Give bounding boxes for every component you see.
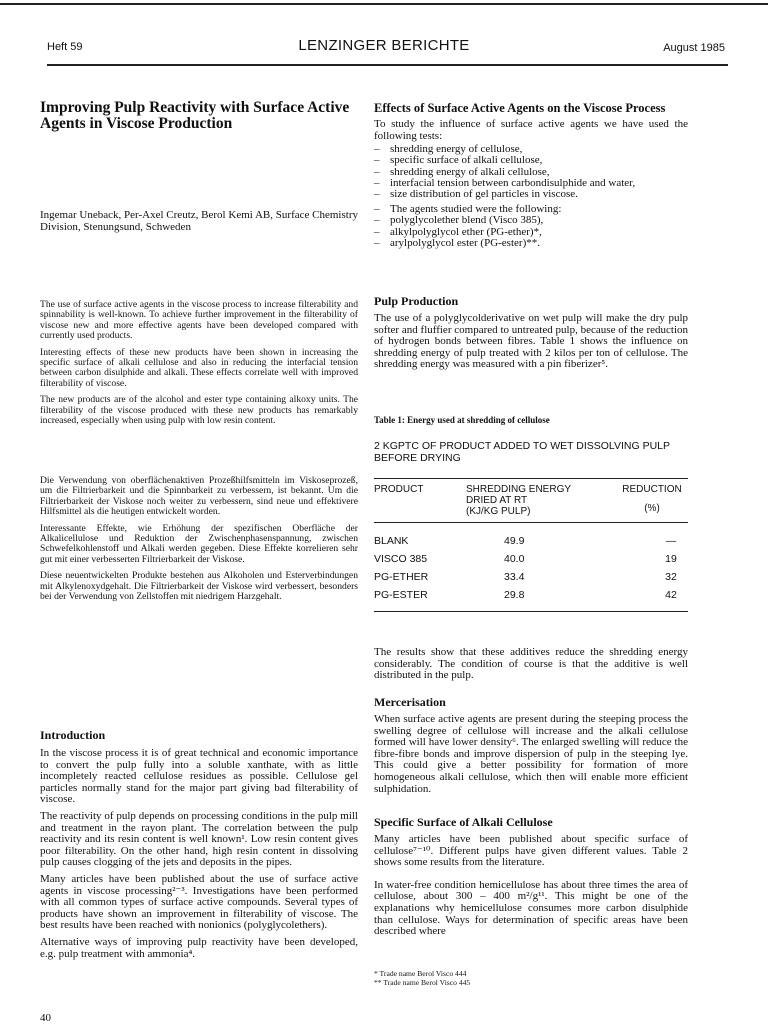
table-rule [374, 522, 688, 523]
list-item: – size distribution of gel particles in viscose. [374, 189, 688, 200]
abstract-en-paragraph: Interesting effects of these new products have been shown in increasing the specific surface of alkali cellulose and also in reducing the interfacial tension between carbon disulphide and alkali. These effects correlate well with improved filterability of viscose. [40, 346, 358, 389]
table-row [374, 553, 688, 571]
introduction-paragraph: Alternative ways of improving pulp reactivity have been developed, e.g. pulp treatment with ammonia⁴. [40, 935, 358, 960]
table-cell: PG-ESTER [374, 589, 428, 601]
table-cell: BLANK [374, 535, 409, 547]
table-cell: 33.4 [504, 571, 525, 583]
abstract-en-paragraph: The new products are of the alcohol and ester type containing alkoxy units. The filterability of the viscose produced with these new products has remarkably increased, especially when using pulp with low resin content. [40, 394, 358, 427]
issue-number: Heft 59 [47, 41, 83, 53]
table-1 [374, 415, 688, 612]
list-item: – shredding energy of alkali cellulose, [374, 167, 688, 178]
column-header: DRIED AT RT [466, 495, 528, 506]
results-section [374, 647, 688, 682]
table-body [374, 535, 688, 607]
introduction-paragraph: The reactivity of pulp depends on processing conditions in the pulp mill and treatment in the rayon plant. The correlation between the pulp reactivity and its resin content is well known¹. Low resin content gives poor filterability. On the other hand, high resin content in dissolving pulp causes clogging of the jets and deposits in the pipes. [40, 809, 358, 869]
specific-surface-paragraph: In water-free condition hemicellulose has about three times the area of cellulose, about 300 – 400 m²/g¹¹. This might be one of the explanations why hemicellulose consumes more carbon disulphide than cellulose. Ways for determination of specific areas have been described where [374, 878, 688, 938]
column-header: REDUCTION [622, 484, 682, 495]
table-rule [374, 611, 688, 612]
table-rule [374, 478, 688, 479]
authors-block [40, 210, 358, 233]
journal-name: LENZINGER BERICHTE [298, 37, 470, 54]
pulp-production-heading: Pulp Production [374, 294, 459, 308]
abstract-english [40, 300, 358, 426]
pulp-production-section [374, 295, 688, 371]
column-header: (KJ/KG PULP) [466, 506, 531, 517]
table-caption: Table 1: Energy used at shredding of cellulose [374, 415, 550, 425]
specific-surface-section [374, 816, 688, 938]
introduction-paragraph: Many articles have been published about the use of surface active agents in viscose processing²⁻³. Investigations have been performed with all common types of surface active compounds. Several types of products have shown an improvement in filterability of viscose. The best results have been reached with nonionics (polyglycolethers). [40, 872, 358, 932]
table-cell: 32 [665, 571, 677, 583]
introduction-section [40, 729, 358, 960]
pulp-production-text: The use of a polyglycolderivative on wet pulp will make the dry pulp softer and fluffier compared to untreated pulp, because of the reduction of hydrogen bonds between fibres. Table 1 shows the influence on shredding energy of pulp treated with 2 kilos per ton of cellulose. The shredding energy was measured with a pin fiberizer⁵. [374, 312, 688, 371]
top-border [0, 3, 768, 5]
abstract-de-paragraph: Diese neuentwickelten Produkte bestehen aus Alkoholen und Esterverbindungen mit Alkylenoxydgehalt. Die Filtrierbarkeit der Viskose wird verbessert, besonders bei der Verwendung von Zellstoffen mit niedrigem Harzgehalt. [40, 570, 358, 603]
mercerisation-heading: Mercerisation [374, 695, 446, 709]
issue-date: August 1985 [663, 42, 725, 54]
list-item: – specific surface of alkali cellulose, [374, 155, 688, 166]
introduction-heading: Introduction [40, 728, 106, 742]
header-rule [47, 64, 728, 66]
abstract-en-paragraph: The use of surface active agents in the viscose process to increase filterability and spinnability is well-known. To achieve further improvement in the filterability of viscose new and more effective agents have been developed compared with currently used products. [40, 299, 358, 342]
table-cell: VISCO 385 [374, 553, 428, 565]
table-row [374, 571, 688, 589]
list-item: – interfacial tension between carbondisulphide and water, [374, 178, 688, 189]
list-item: – polyglycolether blend (Visco 385), [374, 215, 688, 226]
table-cell: 19 [665, 553, 677, 565]
mercerisation-text: When surface active agents are present during the steeping process the swelling degree of cellulose will increase and the alkali cellulose formed will have lower density⁶. The enlarged swelling will reduce the fibre-fibre bonds and improve dispersion of pulp in the steeping lye. This could give a better possibility for formation of more homogeneous alkali cellulose, which then will enable more efficient sulphidation. [374, 713, 688, 795]
table-cell: 40.0 [504, 553, 525, 565]
tests-list [374, 144, 688, 200]
column-header: SHREDDING ENERGY [466, 484, 572, 495]
authors: Ingemar Uneback, Per-Axel Creutz, Berol Kemi AB, Surface Chemistry Division, Stenungsund, Schweden [40, 209, 358, 233]
abstract-de-paragraph: Interessante Effekte, wie Erhöhung der spezifischen Oberfläche der Alkalicellulose und Reduktion der Zwischenphasenspannung, zwischen Schwefelkohlenstoff und Alkali werden gegeben. Diese Effekte korrelieren sehr gut mit einer verbesserten Filtrierbarkeit der Viskose. [40, 522, 358, 565]
abstract-german [40, 476, 358, 602]
table-cell: 29.8 [504, 589, 525, 601]
results-text: The results show that these additives reduce the shredding energy considerably. The condition of course is that the additive is well distributed in the pulp. [374, 646, 688, 682]
table-cell: — [665, 535, 677, 547]
mercerisation-section [374, 696, 688, 795]
table-row [374, 589, 688, 607]
effects-section [374, 101, 688, 249]
effects-heading: Effects of Surface Active Agents on the Viscose Process [374, 101, 666, 115]
agents-list [374, 204, 688, 249]
footnote: ** Trade name Berol Visco 445 [374, 977, 471, 987]
table-cell: 49.9 [504, 535, 525, 547]
column-header: PRODUCT [374, 484, 424, 495]
abstract-de-paragraph: Die Verwendung von oberflächenaktiven Prozeßhilfsmitteln im Viskoseprozeß, um die Filtrierbarkeit und die Spinnbarkeit zu verbessern, ist bekannt. Um die Filtrierbarkeit der Viskose noch weiter zu verbessern, sind neue und effektivere Hilfsmittel als die heutigen entwickelt worden. [40, 475, 358, 518]
footnote: * Trade name Berol Visco 444 [374, 969, 467, 978]
list-item: – shredding energy of cellulose, [374, 144, 688, 155]
table-row [374, 535, 688, 553]
page-number: 40 [40, 1012, 51, 1024]
list-item: – alkylpolyglycol ether (PG-ether)*, [374, 227, 688, 238]
table-header [374, 484, 688, 517]
footnotes [374, 970, 688, 987]
specific-surface-paragraph: Many articles have been published about specific surface of cellulose⁷⁻¹⁰. Different pulps have given different values. Table 2 shows some results from the literature. [374, 833, 688, 869]
list-item: – arylpolyglycol ester (PG-ester)**. [374, 238, 688, 249]
table-cell: 42 [665, 589, 677, 601]
column-header: (%) [644, 503, 660, 514]
left-column [40, 100, 358, 132]
list-item: – The agents studied were the following: [374, 204, 688, 215]
table-note: 2 KGPTC OF PRODUCT ADDED TO WET DISSOLVING PULP BEFORE DRYING [374, 440, 670, 464]
article-title: Improving Pulp Reactivity with Surface Active Agents in Viscose Production [40, 99, 350, 132]
effects-intro: To study the influence of surface active agents we have used the following tests: [374, 118, 688, 142]
table-cell: PG-ETHER [374, 571, 429, 583]
introduction-paragraph: In the viscose process it is of great technical and economic importance to convert the pulp fully into a soluble xanthate, with as little incompletely reacted cellulose residues as possible. Cellulose gel particles normally stand for the major part giving bad filterability of viscose. [40, 747, 358, 806]
specific-surface-heading: Specific Surface of Alkali Cellulose [374, 815, 553, 829]
